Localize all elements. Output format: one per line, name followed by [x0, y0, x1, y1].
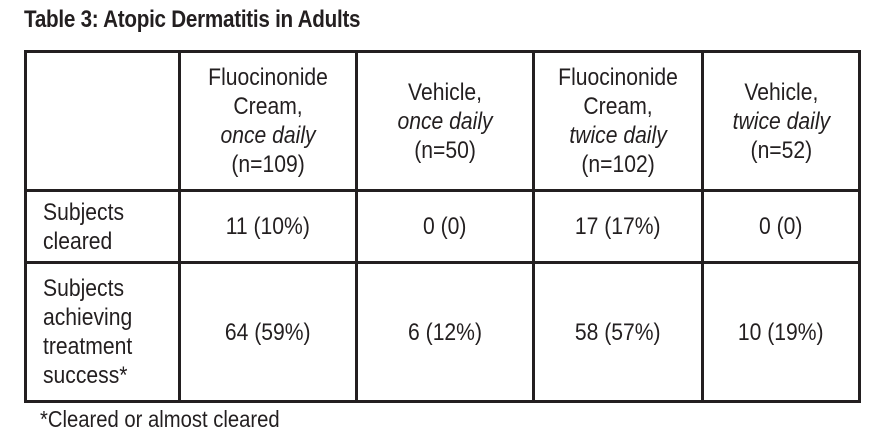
column-header-n: (n=102): [581, 151, 655, 178]
column-header-line: Vehicle,: [744, 78, 818, 106]
table-cell: [703, 191, 860, 263]
row-label-line: Subjects: [43, 198, 125, 226]
column-header-line: Fluocinonide: [558, 64, 678, 91]
row-label-treatment-success: [26, 263, 180, 402]
row-label-line: Subjects: [43, 275, 125, 302]
row-label-line: treatment: [43, 333, 133, 360]
column-header-line: Cream,: [233, 93, 303, 120]
column-header-line: Vehicle,: [407, 78, 482, 106]
table-title: Table 3: Atopic Dermatitis in Adults: [24, 6, 361, 33]
column-header-n: (n=52): [750, 136, 812, 164]
table-cell: [534, 263, 703, 402]
results-table: [24, 50, 861, 403]
column-header-regimen: once daily: [397, 107, 493, 135]
cell-value: 11 (10%): [225, 213, 311, 240]
cell-value: 64 (59%): [225, 318, 311, 346]
table-row-treatment-success: [26, 263, 860, 402]
column-header-regimen: twice daily: [732, 107, 830, 135]
table-row-subjects-cleared: [26, 191, 860, 263]
column-header-fluocinonide-twice-daily: [534, 52, 703, 191]
cell-value: 17 (17%): [575, 213, 661, 240]
corner-cell: [26, 52, 180, 191]
table-cell: [703, 263, 860, 402]
header-row: [26, 52, 860, 191]
cell-value: 0 (0): [759, 213, 803, 240]
column-header-vehicle-twice-daily: [703, 52, 860, 191]
column-header-fluocinonide-once-daily: [180, 52, 357, 191]
table-cell: [180, 263, 357, 402]
row-label-line: success*: [43, 362, 128, 389]
table-cell: [534, 191, 703, 263]
footnote: *Cleared or almost cleared: [40, 406, 280, 432]
row-label-subjects-cleared: [26, 191, 180, 263]
column-header-n: (n=109): [231, 151, 305, 178]
column-header-line: Cream,: [583, 93, 653, 120]
row-label-line: achieving: [43, 304, 133, 331]
column-header-regimen: once daily: [220, 122, 316, 149]
column-header-vehicle-once-daily: [357, 52, 534, 191]
column-header-regimen: twice daily: [569, 122, 667, 149]
cell-value: 6 (12%): [408, 318, 482, 346]
table-cell: [357, 263, 534, 402]
row-label-line: cleared: [43, 227, 113, 255]
column-header-line: Fluocinonide: [208, 64, 328, 91]
cell-value: 58 (57%): [575, 318, 661, 346]
cell-value: 10 (19%): [738, 318, 824, 346]
table-cell: [357, 191, 534, 263]
cell-value: 0 (0): [423, 213, 467, 240]
table-cell: [180, 191, 357, 263]
column-header-n: (n=50): [414, 136, 476, 164]
